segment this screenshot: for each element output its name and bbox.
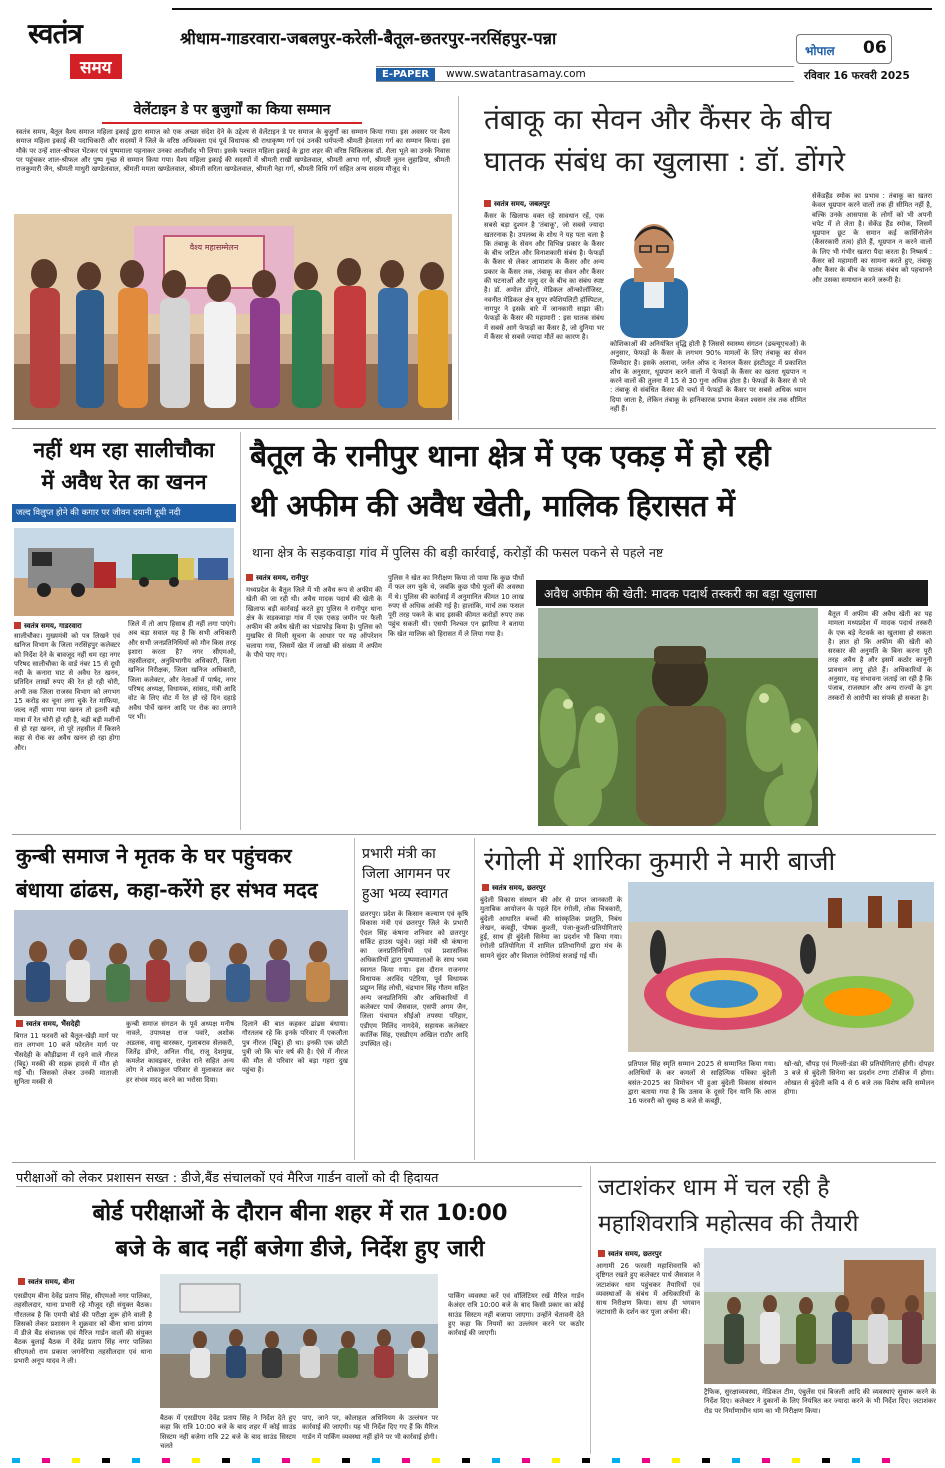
headline-line-1: बोर्ड परीक्षाओं के दौरान बीना शहर में रात 10:00: [92, 1200, 508, 1226]
column-2: बैठक में एसडीएम देवेंद्र प्रताप सिंह ने निर्देश देते हुए कहा कि रात्रि 10:00 बजे के बाद शहर में कोई साउंड सिस्टम नहीं बजेगा रात्रि 22 बजे के बाद साउंड सिस्टम चलते: [160, 1414, 296, 1450]
inspection-photo: [704, 1248, 936, 1384]
column-2: कुन्बी समाज संगठन के पूर्व अध्यक्ष मनीष नावले, उपाध्यक्ष राज पवांरे, अशोक अडलक, वासु बारस्कर, गुलाबराव सेलकरी, जितेंद्र डोंगरे, अनिल गीद, राजू देशमुख, कमलेश कावड़कर, राजेश राने सहित अन्य लोग ने शोकाकुल परिवार से मुलाकात कर हर संभव मदद करने का भरोसा दिया।: [126, 1020, 234, 1084]
column-3: बैतूल में अफीम की अवैध खेती का यह मामला मध्यप्रदेश में मादक पदार्थ तस्करी के एक बड़े नेटवर्क का खुलासा हो सकता है। ज्ञात हो कि अफीम की खेती को सरकार की अनुमति के बिना करना पूरी तरह अवैध है और इसमें कठोर कानूनी प्रावधान लागू होते हैं। अधिकारियों के अनुसार, यह संभावना जताई जा रही है कि पंजाब, राजस्थान और अन्य राज्यों के ड्रग तस्करों से आरोपी का संपर्क हो सकता है।: [828, 610, 932, 702]
byline-text: स्वतंत्र समय, छतरपुर: [608, 1250, 662, 1258]
headline-underline: [102, 122, 362, 124]
edition-city: भोपाल: [805, 44, 835, 58]
registration-mark: [582, 1458, 590, 1463]
opium-photo: [538, 608, 818, 826]
story-photo: [14, 214, 452, 420]
story-dj: [12, 1166, 586, 1454]
headline-line-1: बैतूल के रानीपुर थाना क्षेत्र में एक एकड़ में हो रही: [250, 439, 771, 474]
group-photo: [14, 214, 452, 420]
registration-mark: [462, 1458, 470, 1463]
byline: [482, 884, 546, 893]
page-number: 06: [863, 38, 887, 58]
registration-mark: [12, 1458, 20, 1463]
meeting-ground-photo: [160, 1274, 438, 1408]
registration-mark: [432, 1458, 440, 1463]
byline-text: स्वतंत्र समय, रानीपुर: [256, 574, 309, 582]
headline-line-2: बंधाया ढांढस, कहा-करेंगे हर संभव मदद: [16, 878, 318, 902]
epaper-label: E-PAPER: [376, 68, 435, 81]
byline-text: स्वतंत्र समय, भैंसदेही: [26, 1020, 80, 1028]
column-3: सेकेंडहैंड स्मोक का प्रभाव : तंबाकू का खतरा केवल धूम्रपान करने वालों तक ही सीमित नहीं है, बल्कि उनके आसपास के लोगों को भी अपनी चपेट में ले लेता है। सेकेंड हैंड स्मोक, जिसमें धूम्रपान छूट के समान कई कार्सिनोजेन (कैंसरकारी तत्व) होते हैं, धूम्रपान न करने वालों के लिए भी गंभीर खतरा पैदा करता है। निष्कर्ष : कैंसर को महामारी का सामना करते हुए, तंबाकू और कैंसर के बीच के घातक संबंध को पहचानने और उसका समाधान करने जरूरी है।: [812, 192, 932, 284]
column-3: खो-खो, चौपड़ एवं गिल्ली-डंडा की प्रतियोगिताएं होंगी। दोपहर 3 बजे से बुंदेली सिनेमा का प्रदर्शन टग्गा टॉकीज में होगा। ओखल से बुंदेली कवि 4 से 6 बजे तक विशेष कवि सम्मेलन होगा।: [784, 1060, 934, 1096]
doctor-portrait: [610, 208, 698, 338]
masthead-cities: श्रीधाम-गाडरवारा-जबलपुर-करेली-बैतूल-छतरपुर-नरसिंहपुर-पन्ना: [180, 29, 557, 48]
jatashankar-photo: [704, 1248, 936, 1384]
story-tobacco: [462, 96, 936, 426]
story-opium: [244, 432, 936, 830]
registration-mark: [342, 1458, 350, 1463]
column-2: जिले में तो आप हिसाब ही नहीं लगा पाएंगे। अब बड़ा सवाल यह है कि सभी अधिकारी और सभी जनप्रतिनिधियों को मौन किस तरह इशारा करता है? नगर सीएमओ, तहसीलदार, अनुविभागीय अधिकारी, जिला खनिज निरीक्षक, जिला खनिज अधिकारी, जिला कलेक्टर, और नेताओं में पार्षद, नगर परिषद अध्यक्ष, विधायक, सांसद, मंत्री आदि वोट के लिए वोट में रेत हो रहे दिन दहाड़े अवैध पोर्चे खनन आदि पर रोक का लगाने पर भी।: [128, 620, 236, 721]
issue-date: रविवार 16 फरवरी 2025: [804, 70, 910, 82]
masthead: [0, 0, 945, 92]
subhead-bar: [12, 504, 236, 522]
byline: [14, 622, 82, 631]
registration-mark: [222, 1458, 230, 1463]
photo-caption-bar: [536, 580, 928, 606]
epaper-bar: [376, 66, 794, 82]
column-2: ट्रैफिक, सुरक्षाव्यवस्था, मेडिकल टीम, एंबुलेंस एवं बिजली आदि की व्यवस्थाएं सुचारू करने के निर्देश दिए। कलेक्टर ने दुकानों के लिए नियंत्रित कर ज्यादा करने के भी निर्देश दिए। जटाशंकर रोड पर निर्माणाधीन धाम का भी निरीक्षण किया।: [704, 1388, 936, 1415]
registration-mark: [192, 1458, 200, 1463]
kicker-rule: [16, 1186, 582, 1187]
byline: [246, 574, 308, 583]
registration-mark: [732, 1458, 740, 1463]
headline-line-1: जटाशंकर धाम में चल रही है: [598, 1175, 830, 1201]
registration-mark: [132, 1458, 140, 1463]
subhead: थाना क्षेत्र के सड़कवाड़ा गांव में पुलिस की बड़ी कार्रवाई, करोड़ों की फसल पकने से पहले नष्ट: [252, 545, 664, 560]
column-1: एसडीएम बीना देवेंद्र प्रताप सिंह, सीएमओ नगर पालिका, तहसीलदार, थाना प्रभारी रहे मौजूद रही संयुक्त बैठक। गौरतलब है कि एमपी बोर्ड की परीक्षा शुरू होने वाली है जिसको लेकर प्रशासन ने शुक्रवार को बीना थाना प्रांगण में डीजे बैंड संचालक एवं मैरिज गार्डन वालों की संयुक्त बैठक बुलाई बैठक में देवेंद्र प्रताप सिंह नगर पालिका सीएमओ राम प्रकाश जगनेरिया तहसीलदार एवं थाना प्रभारी अनूप यादव ने ली।: [14, 1292, 152, 1366]
website-link[interactable]: www.swatantrasamay.com: [446, 68, 586, 80]
registration-mark: [162, 1458, 170, 1463]
edition-box: [796, 34, 892, 64]
registration-mark: [672, 1458, 680, 1463]
byline-text: स्वतंत्र समय, गाडरवारा: [24, 622, 82, 630]
registration-mark: [822, 1458, 830, 1463]
registration-mark: [642, 1458, 650, 1463]
rangoli-ground-photo: [628, 882, 934, 1052]
column-divider: [474, 838, 475, 1160]
story-rangoli: [478, 838, 936, 1160]
column-3: पाए, जाने पर, कोलाहल अधिनियम के उल्लंघन पर कार्रवाई की जाएगी। यह भी निर्देश दिए गए हैं कि मैरिज गार्डन में पार्किंग व्यवस्था नहीं होने पर भी कार्रवाई होगी।: [302, 1414, 438, 1441]
column-divider: [240, 432, 241, 830]
sand-photo: [14, 528, 234, 616]
column-2: प्रतिपाल सिंह स्मृति सम्मान 2025 से सम्मानित किया गया। अतिथियों के कर कमलों से साहित्यिक पत्रिका बुंदेली बसंत-2025 का विमोचन भी हुआ बुंदेली विकास संस्थान द्वारा बताया गया है कि उत्सव के दूसरे दिन यानि कि आज 16 फरवरी को सुबह 8 बजे से कबड्डी,: [628, 1060, 776, 1106]
column-2b: [704, 208, 808, 338]
column-1: बिगत 11 फरवरी को बैतूल-खेड़ी मार्ग पर रात लगभग 10 बजे फोरलेन मार्ग पर भैंसदेही के कौड़ीढाना में रहने वाले नीरज (बिट्टू) मस्की की सड़क हादसे में मौत हो गई थी। जिसको लेकर उनकी माताजी सुनिता मस्की से: [14, 1032, 118, 1087]
column-3: दिलाने की बात कहकर ढांढस बंधाया। गौरतलब रहे कि इनके परिवार में एकलौता पुत्र नीरज (बिट्टू) ही था। इनकी एक छोटी पुत्री जो कि चार वर्ष की है। ऐसे में नीरज की मौत से परिवार को बड़ा गहरा दुख पहुंचा है।: [242, 1020, 348, 1075]
headline-line-1: कुन्बी समाज ने मृतक के घर पहुंचकर: [16, 844, 292, 868]
logo: [28, 10, 154, 88]
byline: [598, 1250, 662, 1259]
byline: [18, 1278, 75, 1287]
photo-caption: अवैध अफीम की खेती: मादक पदार्थ तस्करी का बड़ा खुलासा: [544, 586, 817, 601]
registration-mark: [282, 1458, 290, 1463]
story-valentine: [12, 96, 452, 420]
column-1: आगामी 26 फरवरी महाशिवरात्रि को दृष्टिगत रखते हुए कलेक्टर पार्थ जैसवाल ने जटाशंकर धाम पहुंचकर तैयारियों एवं व्यवस्थाओं के संबंध में अधिकारियों के साथ निरीक्षण किया। साथ ही भगवान जटाधारी के दर्शन कर पूजा अर्चना की।: [596, 1262, 700, 1317]
registration-mark: [792, 1458, 800, 1463]
column-divider: [354, 838, 355, 1160]
section-rule: [12, 834, 936, 835]
column-1: कैंसर के खिलाफ वक्त रहे सावधान रहें, एक सबसे बड़ा दुश्मन है 'तंबाकू', जो सबसे ज्यादा खतरनाक है। उपलब्ध के शोध ने यह पता चला है कि तंबाकू के सेवन और विभिन्न प्रकार के कैंसर के बीच जटिल और विनाशकारी संबंध है। फेफड़ों के कैंसर से लेकर आमाशय के कैंसर और अन्य प्रकार के कैंसर तक, तंबाकू का सेवन और कैंसर की घटनाओं और मृत्यु दर के बीच का संबंध स्पष्ट है। डॉ. अमोल डोंगरे, मेडिकल ऑन्कोलॉजिस्ट, नवनीत मेडिकल क्षेत्र सुपर स्पेशियलिटी हॉस्पिटल, नागपुर ने इसके बारे में जानकारी साझा की। फेफड़ों के कैंसर की महामारी : इस घातक संबंध में सबसे आगे फेफड़ों का कैंसर है, जो दुनिया भर में कैंसर से सबसे ज्यादा मौतें का कारण है।: [484, 212, 604, 341]
column-divider: [458, 96, 459, 420]
section-rule: [12, 1162, 936, 1163]
column-divider: [590, 1166, 591, 1454]
byline-text: स्वतंत्र समय, बीना: [28, 1278, 75, 1286]
column-2: कोशिकाओं की अनियंत्रित वृद्धि होती है जिससे स्वास्थ्य संगठन (डब्ल्यूएचओ) के अनुसार, फेफड़ों के कैंसर के लगभग 90% मामलों के लिए तंबाकू का सेवन जिम्मेदार है। इसके अलावा, जर्नल ऑफ द नेशनल कैंसर इंस्टीट्यूट में प्रकाशित शोध के अनुसार, धूम्रपान करने वालों में फेफड़ों के कैंसर का खतरा धूम्रपान न करने वालों की तुलना में 15 से 30 गुना अधिक होता है। फेफड़ों के कैंसर से परे : तंबाकू से संबंधित कैंसर की चर्चा में फेफड़ों के कैंसर पर सबसे अधिक ध्यान दिया जाता है, लेकिन तंबाकू के हानिकारक प्रभाव केवल श्वसन तंत्र तक सीमित नहीं हैं।: [610, 340, 806, 414]
byline-text: स्वतंत्र समय, छतरपुर: [492, 884, 546, 892]
headline: रंगोली में शारिका कुमारी ने मारी बाजी: [484, 847, 836, 877]
registration-mark: [102, 1458, 110, 1463]
headline-line-2: थी अफीम की अवैध खेती, मालिक हिरासत में: [250, 489, 735, 524]
registration-mark: [252, 1458, 260, 1463]
headline-line-1: तंबाकू का सेवन और कैंसर के बीच: [484, 103, 832, 136]
column-1: बुंदेली विकास संस्थान की ओर से प्राप्त जानकारी के मुताबिक आयोजन के पहले दिन रंगोली, लोक चित्रकारी, बुंदेली आधारित बच्चों की सांस्कृतिक प्रस्तुति, निबंध लेखन, कबड्डी, पोषक कुश्ती, पंजा-कुश्ती-प्रतियोगिताएं हुईं, साथ ही बुंदेली सिनेमा का प्रदर्शन भी किया गया। रंगोली प्रतियोगिता में शामिल प्रतिभागियों द्वारा मंच के सामने सुंदर और विशाल रंगोलियां सजाई गई थीं।: [480, 896, 622, 960]
kicker: परीक्षाओं को लेकर प्रशासन सख्त : डीजे,बैंड संचालकों एवं मैरिज गार्डन वालों को दी हिदायत: [16, 1171, 439, 1186]
banner-text: वैश्य महासम्मेलन: [189, 243, 239, 252]
registration-mark: [552, 1458, 560, 1463]
section-rule: [12, 428, 936, 429]
byline-text: स्वतंत्र समय, जबलपुर: [494, 200, 550, 208]
story-body: छतरपुर। प्रदेश के किसान कल्याण एवं कृषि विकास मंत्री एवं छतरपुर जिले के प्रभारी ऐदल सिंह कंषाना शनिवार को छतरपुर सर्किट हाउस पहुंचे। जहां मंत्री श्री कंषाना का जनप्रतिनिधियों एवं प्रशासनिक अधिकारियों द्वारा पुष्पमालाओं के साथ भव्य स्वागत किया गया। इस दौरान राजनगर विधायक अरविंद पटेरिया, पूर्व विधायक प्रद्युम्न सिंह लोधी, चंद्रभान सिंह गौतम सहित अन्य जनप्रतिनिधि और अधिकारियों में कलेक्टर पार्थ जैसवाल, एसपी अगम जैन, जिला पंचायत सीईओ तपस्या परिहार, एडीएम मिलिंद नागदेवे, सहायक कलेक्टर कार्तिक सिंह, एसडीएम अखिल राठौर आदि उपस्थित रहे।: [360, 910, 468, 1049]
registration-mark: [312, 1458, 320, 1463]
meeting-photo: [14, 910, 348, 1016]
trucks-photo: [14, 528, 234, 616]
registration-mark: [72, 1458, 80, 1463]
registration-mark: [372, 1458, 380, 1463]
column-1: मध्यप्रदेश के बैतूल जिले में भी अवैध रूप से अफीम की खेती की जा रही थी। अवैध मादक पदार्थ की खेती के खिलाफ बड़ी कार्रवाई करते हुए पुलिस ने रानीपुर थाना क्षेत्र के सड़कवाड़ा गांव में एक एकड़ जमीन पर फैली अफीम की अवैध खेती का भंडाफोड़ किया है। पुलिस को मुखबिर से मिली सूचना के आधार पर यह ऑपरेशन चलाया गया, जिसमें खेत में लाखों की संख्या में अफीम के पौधे पाए गए।: [246, 586, 382, 660]
column-1: सालीचौका। मुख्यमंत्री को पत्र लिखने एवं खनिज विभाग के जिला नरसिंहपुर कलेक्टर को निर्देश देने के बावजूद नहीं थम रहा नगर परिषद सालीचौका के वार्ड नंबर 15 से दूधी नदी के कनारा घाट से अवैध रेत खनन, प्रतिदिन लाखों रुपए की रेत हो रही चोरी, अभी तक जिला राजस्व विभाग को लगभग 15 करोड़ का चूना लगा चुके रेत माफिया, जल्द नहीं थामा गया खनन तो इतनी बड़ी मात्रा में रेत चोरी हो रही है, बड़ी बड़ी मशीनों से हो रहा खनन, तो पूरे तहसील में किसने कहा से रोक का अवैध खनन हो रहा होगा और।: [14, 632, 120, 752]
headline-line-1: नहीं थम रहा सालीचौका: [33, 438, 215, 462]
story-sand: [12, 432, 236, 830]
headline-line-2: महाशिवरात्रि महोत्सव की तैयारी: [598, 1211, 859, 1237]
masthead-top-rule: [172, 8, 932, 10]
headline-line-2: जिला आगमन पर: [362, 866, 451, 882]
story-body: स्वतंत्र समय, बैतूल वैश्य समाज महिला इकाई द्वारा समाज को एक अच्छा संदेश देने के उद्देश्य से वेलेंटाइन डे पर समाज के बुजुर्गों का सम्मान किया गया। इस अवसर पर वैश्य समाज महिला इकाई की पदाधिकारी और सदस्यों ने जिले के वरिष्ठ अधिवक्ता एवं पूर्व विधायक श्री राधाकृष्ण गर्ग एवं उनकी धर्मपत्नी श्रीमती हेमलता गर्ग का सम्मान किया। इस मौके पर उन्हें शाल-श्रीफल भेंटकर एवं पुष्पमाला पहनाकर उनका आशीर्वाद भी लिया। इसके पश्चात महिला इकाई के द्वारा शहर की वरिष्ठ चिकित्सक डॉ. शैला भूले का उनके निवास पर पहुंचकर शाल-श्रीफल और पुष्प गुच्छ से सम्मान किया गया। वैश्य महिला इकाई की सदस्यों में श्रीमती राखी खण्डेलवाल, श्रीमती आभा गर्ग, श्रीमती नूतन लुहाडिया, श्रीमती राजकुमारी जैन, श्रीमती माधुरी खण्डेलवाल, श्रीमती ममता खण्डेलवाल, श्रीमती सरिता खण्डेलवाल, श्रीमती नेहा गर्ग, श्रीमती विधि गर्ग सहित अन्य सदस्य मौजूद थे।: [16, 128, 450, 174]
headline-line-2: घातक संबंध का खुलासा : डॉ. डोंगरे: [484, 145, 845, 178]
headline-line-2: बजे के बाद नहीं बजेगा डीजे, निर्देश हुए जारी: [115, 1236, 485, 1262]
headline-line-1: प्रभारी मंत्री का: [362, 846, 436, 862]
byline: [16, 1020, 80, 1029]
headline-line-3: हुआ भव्य स्वागत: [362, 886, 449, 902]
headline-line-2: में अवैध रेत का खनन: [41, 470, 207, 494]
registration-mark: [762, 1458, 770, 1463]
registration-mark: [522, 1458, 530, 1463]
story-kunbi: [12, 838, 350, 1160]
story-jatashankar: [594, 1166, 936, 1454]
registration-mark: [882, 1458, 890, 1463]
headline: वेलेंटाइन डे पर बुजुर्गों का किया सम्मान: [133, 102, 331, 118]
logo-top-text: स्वतंत्र: [28, 17, 82, 50]
registration-mark: [852, 1458, 860, 1463]
print-registration-strip: [12, 1458, 936, 1464]
story-minister: [358, 838, 470, 1160]
registration-mark: [702, 1458, 710, 1463]
column-2: पुलिस ने खेत का निरीक्षण किया तो पाया कि कुछ पौधों में फल लग चुके थे, जबकि कुछ पौधे फूलों की अवस्था में थे। पुलिस की कार्रवाई में अनुमानित कीमत 10 लाख रुपए से अधिक आंकी गई है। हालांकि, मार्च तक फसल पूरी तरह पकने के बाद इसकी कीमत करोड़ों रुपए तक पहुंच सकती थी। एसपी निश्चल एन झारिया ने बताया कि खेत मालिक को हिरासत में ले लिया गया है।: [388, 574, 524, 638]
registration-mark: [42, 1458, 50, 1463]
rangoli-photo: [628, 882, 934, 1052]
registration-mark: [402, 1458, 410, 1463]
column-4: पार्किंग व्यवस्था करें एवं वॉलिंटियर रखें मैरिज गार्डन केअंदर रात्रि 10:00 बजे के बाद किसी प्रकार का कोई साउंड सिस्टम नहीं बजाया जाएगा। उन्होंने चेतावनी देते हुए कहा कि नियमों का उल्लंघन करने पर कठोर कार्रवाई की जाएगी।: [448, 1292, 584, 1338]
police-field-photo: [538, 608, 818, 826]
logo-bottom-text: समय: [70, 54, 122, 79]
subhead: जल्द विलुप्त होने की कगार पर जीवन दयानी दूधी नदी: [16, 508, 181, 518]
byline: [484, 200, 550, 209]
doctor-photo: [610, 208, 698, 338]
registration-mark: [612, 1458, 620, 1463]
kunbi-photo: [14, 910, 348, 1016]
registration-mark: [492, 1458, 500, 1463]
dj-photo: [160, 1274, 438, 1408]
